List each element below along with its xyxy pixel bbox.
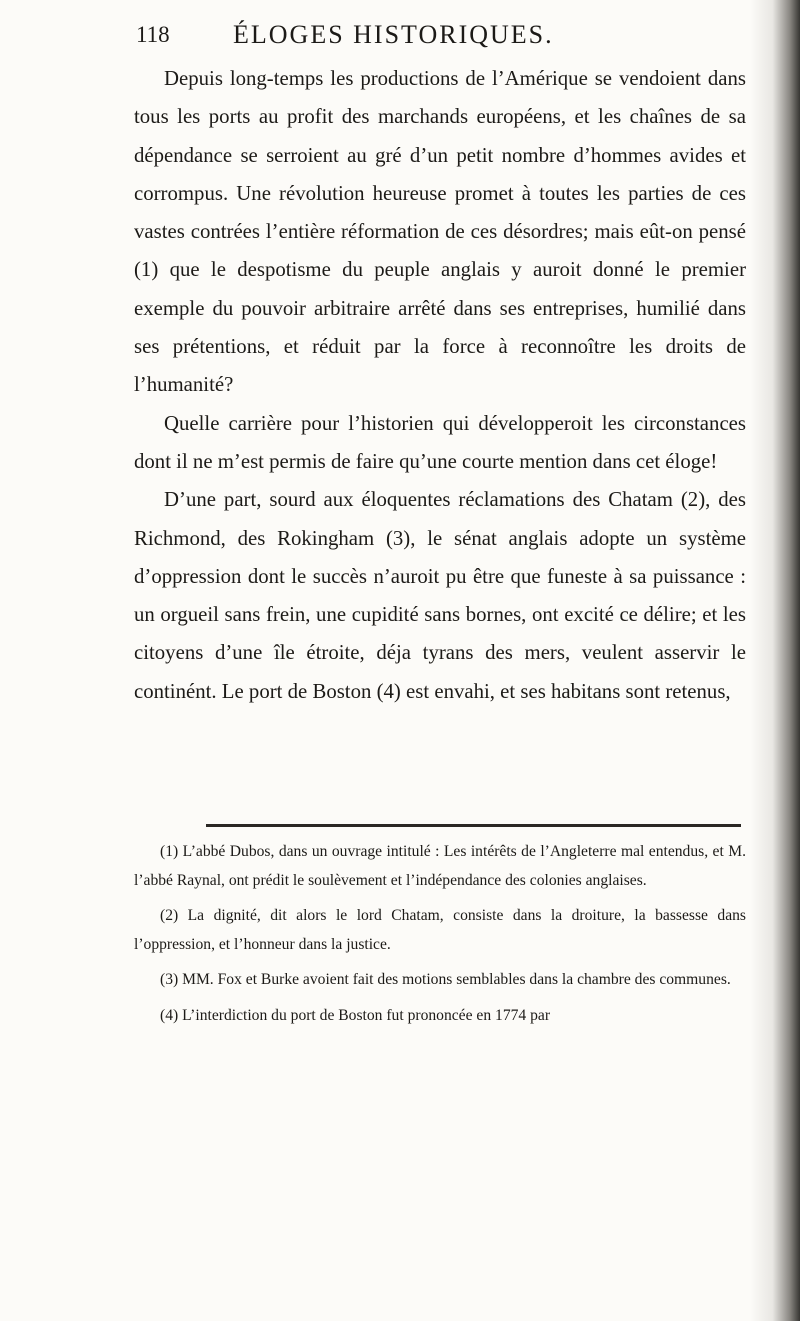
footnote: (2) La dignité, dit alors le lord Chatam, consiste dans la droiture, la bassesse dans l’oppression, et l’honneur dans la justice. — [134, 907, 746, 953]
body-paragraph: Quelle carrière pour l’historien qui développeroit les circonstances dont il ne m’est permis de faire qu’une courte mention dans cet éloge! — [134, 411, 746, 473]
page-edge-shadow — [750, 0, 800, 1321]
footnote: (3) MM. Fox et Burke avoient fait des motions semblables dans la chambre des communes. — [160, 971, 731, 988]
page-header — [136, 18, 636, 54]
footnote-divider — [206, 824, 741, 827]
running-title: ÉLOGES HISTORIQUES. — [233, 20, 554, 49]
footnote: (4) L’interdiction du port de Boston fut prononcée en 1774 par — [160, 1006, 551, 1024]
footnote: (1) L’abbé Dubos, dans un ouvrage intitulé : Les intérêts de l’Angleterre mal entendus, et M. l’abbé Raynal, ont prédit le soulèvement et l’indépendance des colonies anglaises. — [134, 843, 746, 889]
main-text — [134, 60, 746, 711]
footnotes — [134, 838, 746, 1030]
body-paragraph: D’une part, sourd aux éloquentes réclamations des Chatam (2), des Richmond, des Rokingham (3), le sénat anglais adopte un système d’oppression dont le succès n’auroit pu être que funeste à sa puissance : un orgueil sans frein, une cupidité sans bornes, ont excité ce délire; et les citoyens d’une île étroite, déja tyrans des mers, veulent asservir le continént. Le port de Boston (4) est envahi, et ses habitans sont retenus, — [134, 488, 746, 703]
body-paragraph: Depuis long-temps les productions de l’Amérique se vendoient dans tous les ports au profit des marchands européens, et les chaînes de sa dépendance se serroient au gré d’un petit nombre d’hommes avides et corrompus. Une révolution heureuse promet à toutes les parties de ces vastes contrées l’entière réformation de ces désordres; mais eût-on pensé (1) que le despotisme du peuple anglais y auroit donné le premier exemple du pouvoir arbitraire arrêté dans ses entreprises, humilié dans ses prétentions, et réduit par la force à reconnoître les droits de l’humanité? — [134, 67, 746, 397]
page-number: 118 — [136, 22, 170, 47]
